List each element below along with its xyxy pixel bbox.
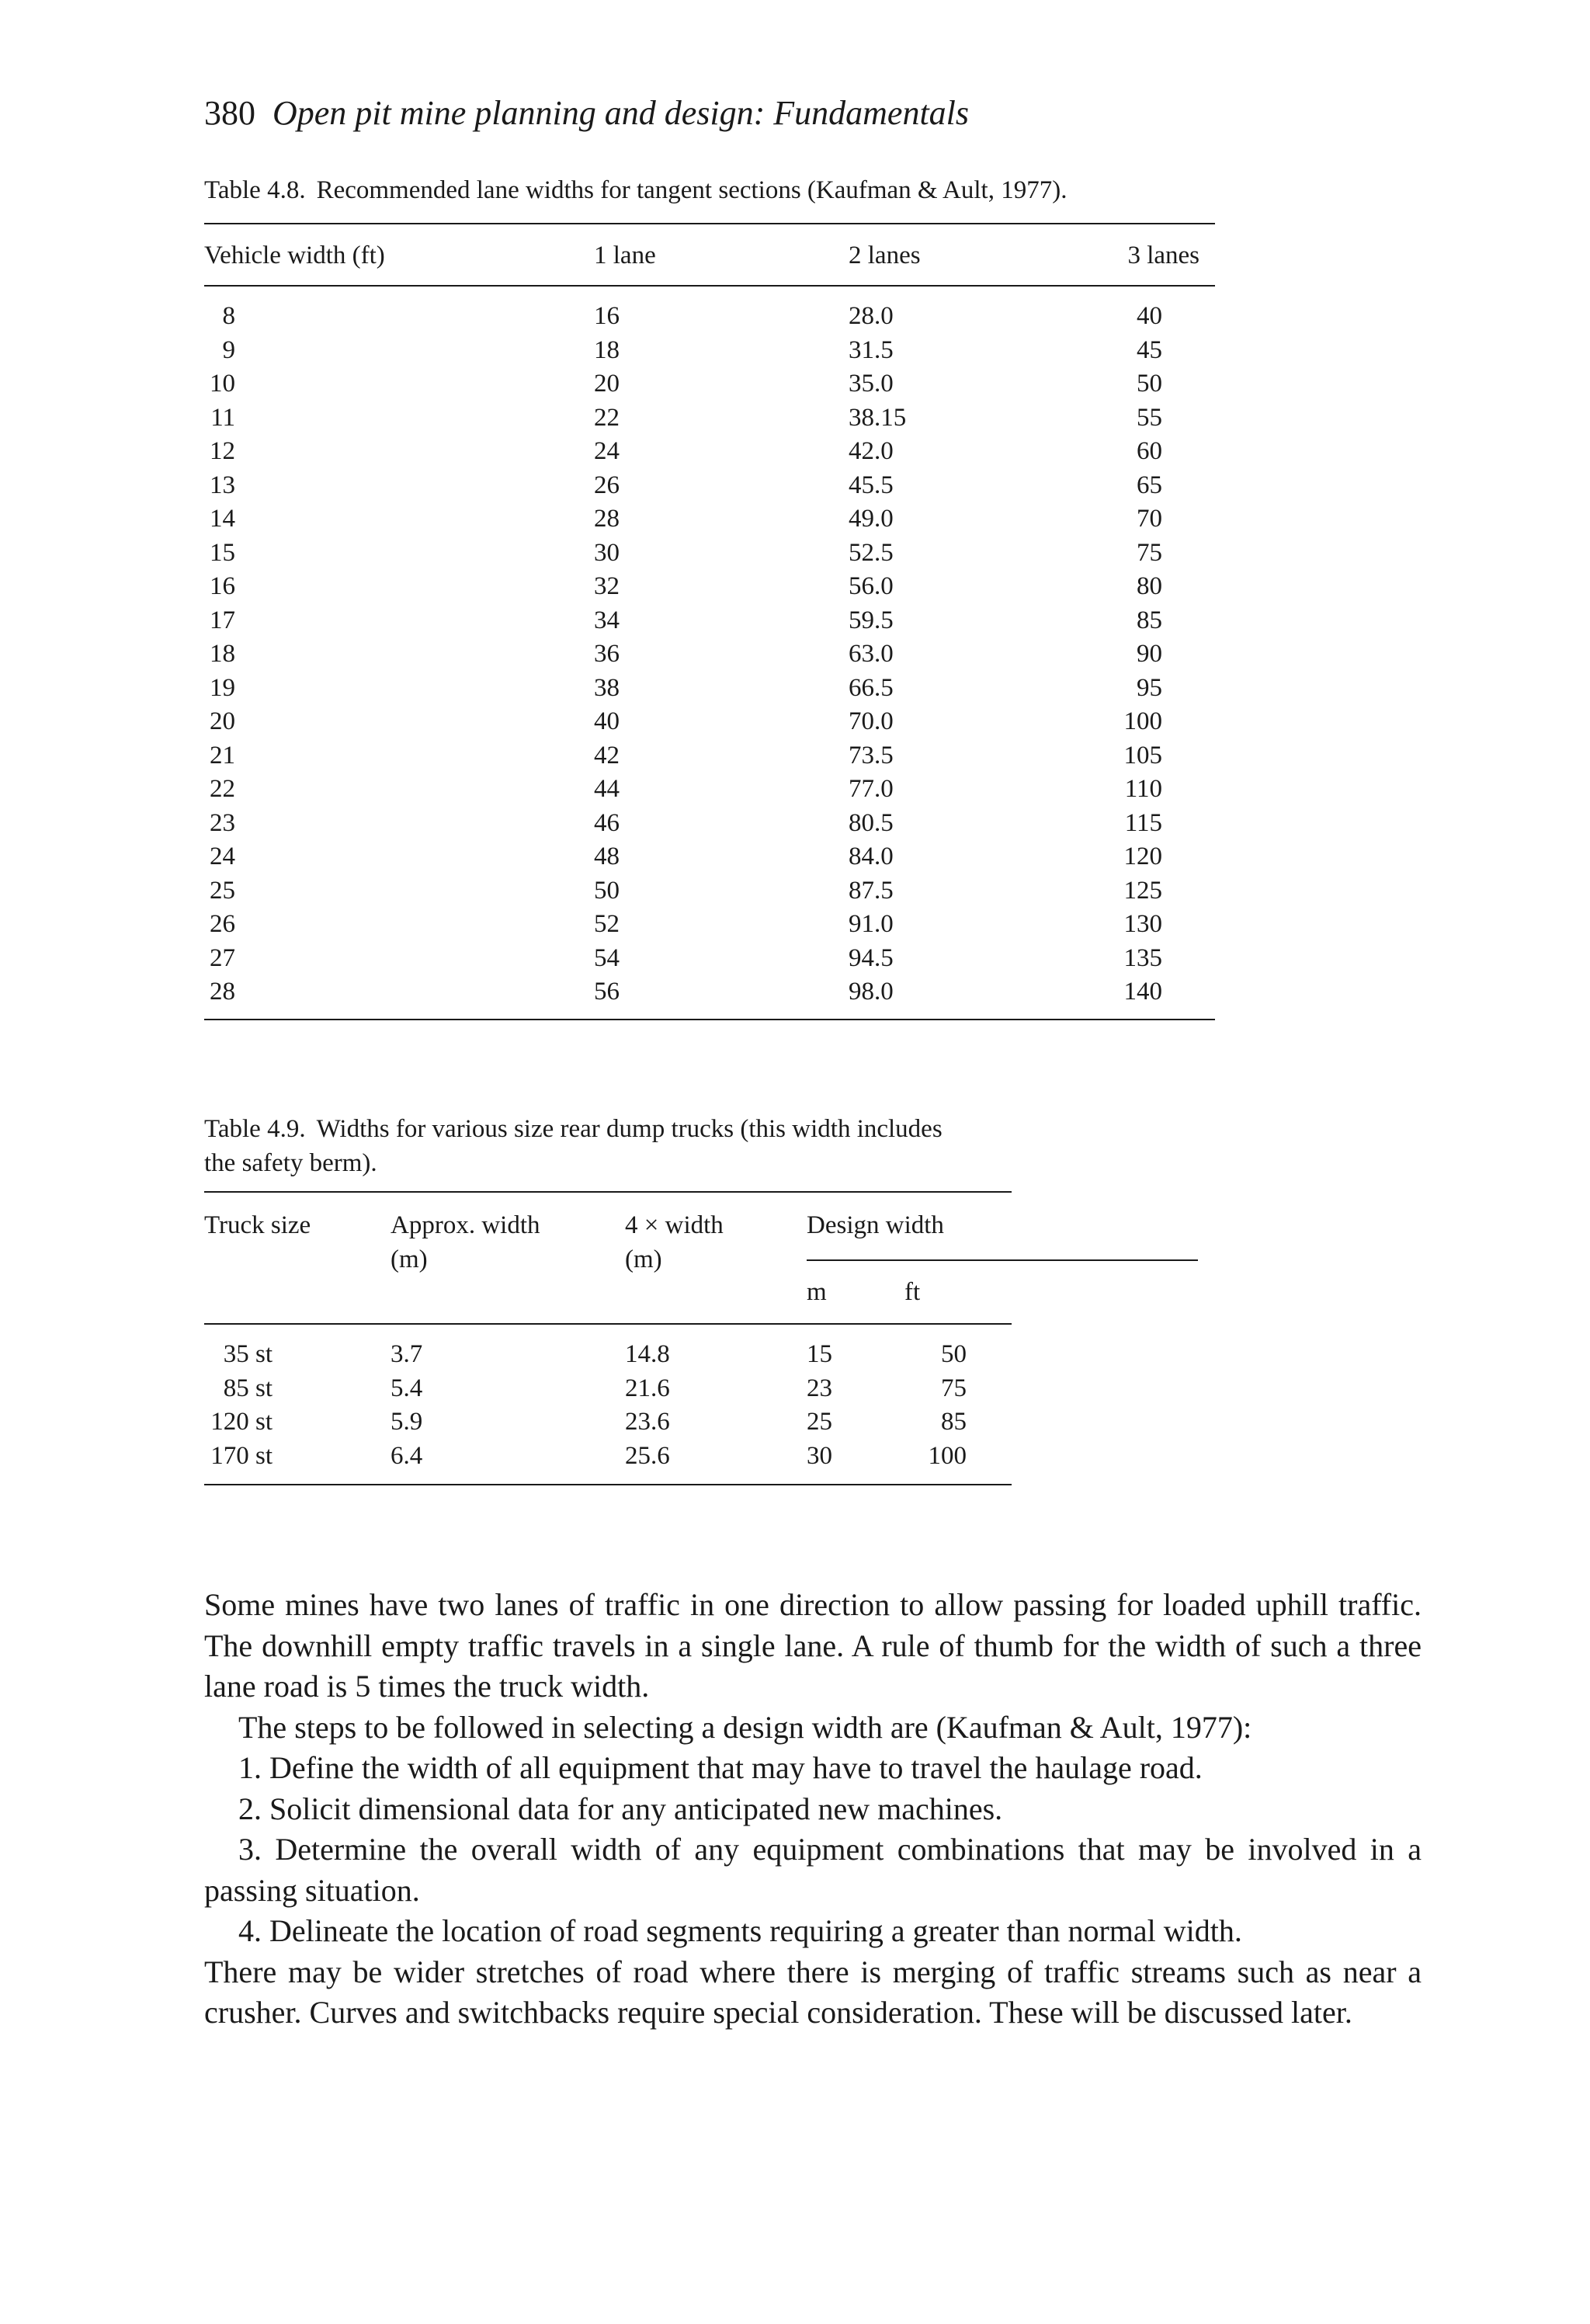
table-row [204, 401, 1215, 436]
table-label: Table 4.8. [204, 176, 306, 204]
cell-3-lanes: 80 [1137, 572, 1162, 600]
cell-2-lanes: 84.0 [849, 842, 894, 870]
table-row [204, 367, 1215, 401]
cell-1-lane: 54 [594, 943, 620, 972]
cell-1-lane: 48 [594, 842, 620, 870]
cell-vehicle-width: 28 [210, 978, 235, 1006]
cell-1-lane: 34 [594, 606, 620, 634]
cell-1-lane: 44 [594, 775, 620, 803]
cell-1-lane: 52 [594, 910, 620, 938]
body-text [204, 1585, 1422, 2034]
cell-2-lanes: 91.0 [849, 910, 894, 938]
cell-2-lanes: 38.15 [849, 403, 907, 432]
cell-vehicle-width: 27 [210, 943, 235, 972]
table-row [204, 469, 1215, 503]
cell-3-lanes: 45 [1137, 335, 1162, 364]
table-header-row [204, 224, 1215, 285]
cell-truck-size: 85 st [223, 1374, 273, 1402]
col-header-truck-size: Truck size [204, 1211, 311, 1239]
cell-2-lanes: 80.5 [849, 808, 894, 837]
cell-1-lane: 18 [594, 335, 620, 364]
table-row [204, 637, 1215, 672]
cell-truck-size: 120 st [210, 1408, 273, 1436]
col-header-m: m [807, 1278, 827, 1306]
cell-vehicle-width: 22 [210, 775, 235, 803]
cell-truck-size: 170 st [210, 1441, 273, 1470]
cell-1-lane: 24 [594, 437, 620, 465]
table-row [204, 807, 1215, 841]
cell-approx-width: 5.4 [391, 1374, 423, 1402]
cell-3-lanes: 50 [1137, 370, 1162, 398]
cell-2-lanes: 70.0 [849, 707, 894, 735]
cell-design-ft: 50 [941, 1340, 967, 1368]
cell-2-lanes: 94.5 [849, 943, 894, 972]
cell-vehicle-width: 11 [210, 403, 235, 432]
cell-design-ft: 75 [941, 1374, 967, 1402]
cell-1-lane: 26 [594, 471, 620, 499]
cell-2-lanes: 42.0 [849, 437, 894, 465]
cell-vehicle-width: 26 [210, 910, 235, 938]
cell-4x-width: 14.8 [625, 1340, 670, 1368]
cell-3-lanes: 125 [1123, 876, 1162, 905]
cell-3-lanes: 40 [1137, 302, 1162, 330]
table-4-9 [204, 1191, 1012, 1485]
step-item: 3. Determine the overall width of any equipment combinations that may be involved in a passing situation. [204, 1832, 1422, 1908]
cell-vehicle-width: 20 [210, 707, 235, 735]
table-row [204, 942, 1215, 976]
col-header-approx-width: Approx. width [391, 1211, 540, 1239]
col-header-3-lanes: 3 lanes [1127, 241, 1199, 269]
table-bottom-rule [204, 1019, 1215, 1020]
cell-2-lanes: 52.5 [849, 538, 894, 567]
cell-design-ft: 100 [928, 1441, 967, 1470]
cell-3-lanes: 100 [1123, 707, 1162, 735]
table-header [204, 1193, 1012, 1323]
step-item: 1. Define the width of all equipment that may have to travel the haulage road. [238, 1750, 1203, 1785]
col-header-vehicle-width: Vehicle width (ft) [204, 241, 385, 269]
cell-approx-width: 3.7 [391, 1340, 423, 1368]
step-item: 4. Delineate the location of road segments requiring a greater than normal width. [238, 1913, 1242, 1948]
cell-2-lanes: 98.0 [849, 978, 894, 1006]
cell-3-lanes: 90 [1137, 640, 1162, 668]
table-row [204, 300, 1215, 334]
cell-2-lanes: 77.0 [849, 775, 894, 803]
step-item: 2. Solicit dimensional data for any anticipated new machines. [238, 1791, 1003, 1826]
table-row [204, 840, 1215, 874]
cell-4x-width: 23.6 [625, 1408, 670, 1436]
table-row [204, 1440, 1012, 1474]
cell-approx-width: 5.9 [391, 1408, 423, 1436]
cell-vehicle-width: 16 [210, 572, 235, 600]
cell-3-lanes: 105 [1123, 741, 1162, 769]
col-header-ft: ft [904, 1278, 921, 1306]
table-row [204, 1405, 1012, 1440]
running-title: Open pit mine planning and design: Fundamentals [273, 94, 970, 132]
col-header-1-lane: 1 lane [594, 241, 656, 269]
cell-design-ft: 85 [941, 1408, 967, 1436]
col-header-4x-width-unit: (m) [625, 1245, 662, 1273]
cell-3-lanes: 130 [1123, 910, 1162, 938]
table-row [204, 334, 1215, 368]
table-label: Table 4.9. [204, 1115, 306, 1143]
cell-1-lane: 22 [594, 403, 620, 432]
cell-1-lane: 28 [594, 505, 620, 533]
cell-3-lanes: 115 [1124, 808, 1162, 837]
cell-1-lane: 40 [594, 707, 620, 735]
table-row [204, 874, 1215, 908]
design-width-subrule [807, 1259, 1198, 1261]
table-row [204, 773, 1215, 807]
table-row [204, 435, 1215, 469]
cell-vehicle-width: 21 [210, 741, 235, 769]
table-row [204, 672, 1215, 706]
table-caption-text: Recommended lane widths for tangent sections (Kaufman & Ault, 1977). [316, 176, 1068, 204]
cell-1-lane: 16 [594, 302, 620, 330]
cell-2-lanes: 35.0 [849, 370, 894, 398]
cell-3-lanes: 70 [1137, 505, 1162, 533]
cell-1-lane: 20 [594, 370, 620, 398]
cell-design-m: 15 [807, 1340, 832, 1368]
cell-vehicle-width: 13 [210, 471, 235, 499]
table-row [204, 975, 1215, 1009]
cell-vehicle-width: 12 [210, 437, 235, 465]
cell-2-lanes: 49.0 [849, 505, 894, 533]
table-row [204, 739, 1215, 773]
cell-3-lanes: 85 [1137, 606, 1162, 634]
cell-vehicle-width: 24 [210, 842, 235, 870]
cell-1-lane: 38 [594, 673, 620, 702]
table-body [204, 287, 1215, 1019]
table-row [204, 502, 1215, 537]
col-header-approx-width-unit: (m) [391, 1245, 428, 1273]
cell-2-lanes: 66.5 [849, 673, 894, 702]
cell-3-lanes: 65 [1137, 471, 1162, 499]
table-row [204, 705, 1215, 739]
cell-design-m: 23 [807, 1374, 832, 1402]
cell-3-lanes: 110 [1124, 775, 1162, 803]
page-number: 380 [204, 94, 255, 132]
cell-3-lanes: 75 [1137, 538, 1162, 567]
cell-vehicle-width: 14 [210, 505, 235, 533]
cell-1-lane: 56 [594, 978, 620, 1006]
table-row [204, 908, 1215, 942]
cell-3-lanes: 135 [1123, 943, 1162, 972]
cell-design-m: 30 [807, 1441, 832, 1470]
cell-vehicle-width: 8 [222, 302, 235, 330]
cell-1-lane: 50 [594, 876, 620, 905]
cell-4x-width: 21.6 [625, 1374, 670, 1402]
table-body [204, 1325, 1012, 1484]
cell-design-m: 25 [807, 1408, 832, 1436]
col-header-design-width: Design width [807, 1211, 944, 1239]
cell-2-lanes: 56.0 [849, 572, 894, 600]
table-caption-line-2: the safety berm). [204, 1149, 377, 1177]
cell-truck-size: 35 st [223, 1340, 273, 1368]
paragraph: The steps to be followed in selecting a design width are (Kaufman & Ault, 1977): [238, 1709, 1252, 1745]
table-4-8-caption [204, 173, 1067, 207]
cell-vehicle-width: 17 [210, 606, 235, 634]
cell-2-lanes: 31.5 [849, 335, 894, 364]
cell-2-lanes: 59.5 [849, 606, 894, 634]
cell-vehicle-width: 9 [222, 335, 235, 364]
cell-2-lanes: 28.0 [849, 302, 894, 330]
cell-4x-width: 25.6 [625, 1441, 670, 1470]
cell-3-lanes: 55 [1137, 403, 1162, 432]
paragraph: Some mines have two lanes of traffic in one direction to allow passing for loaded uphill traffic. The downhill empty traffic travels in a single lane. A rule of thumb for the width of such a three lane road is 5 times the truck width. [204, 1587, 1422, 1704]
cell-2-lanes: 45.5 [849, 471, 894, 499]
table-row [204, 570, 1215, 604]
cell-2-lanes: 87.5 [849, 876, 894, 905]
cell-1-lane: 32 [594, 572, 620, 600]
table-bottom-rule [204, 1484, 1012, 1485]
cell-vehicle-width: 15 [210, 538, 235, 567]
cell-vehicle-width: 25 [210, 876, 235, 905]
cell-vehicle-width: 18 [210, 640, 235, 668]
table-row [204, 1372, 1012, 1406]
paragraph: There may be wider stretches of road where there is merging of traffic streams such as near a crusher. Curves and switchbacks require special consideration. These will be discussed later. [204, 1954, 1422, 2030]
cell-2-lanes: 73.5 [849, 741, 894, 769]
cell-vehicle-width: 10 [210, 370, 235, 398]
table-4-9-caption [204, 1112, 1012, 1180]
cell-1-lane: 42 [594, 741, 620, 769]
table-caption-line-1: Widths for various size rear dump trucks (this width includes [316, 1115, 943, 1143]
cell-1-lane: 36 [594, 640, 620, 668]
cell-1-lane: 46 [594, 808, 620, 837]
cell-3-lanes: 120 [1123, 842, 1162, 870]
cell-3-lanes: 140 [1123, 978, 1162, 1006]
cell-3-lanes: 95 [1137, 673, 1162, 702]
cell-2-lanes: 63.0 [849, 640, 894, 668]
table-row [204, 537, 1215, 571]
table-row [204, 604, 1215, 638]
col-header-2-lanes: 2 lanes [849, 241, 921, 269]
page-header [204, 92, 969, 135]
table-row [204, 1338, 1012, 1372]
cell-1-lane: 30 [594, 538, 620, 567]
cell-approx-width: 6.4 [391, 1441, 423, 1470]
col-header-4x-width: 4 × width [625, 1211, 724, 1239]
cell-vehicle-width: 19 [210, 673, 235, 702]
table-4-8 [204, 223, 1215, 1020]
cell-3-lanes: 60 [1137, 437, 1162, 465]
cell-vehicle-width: 23 [210, 808, 235, 837]
